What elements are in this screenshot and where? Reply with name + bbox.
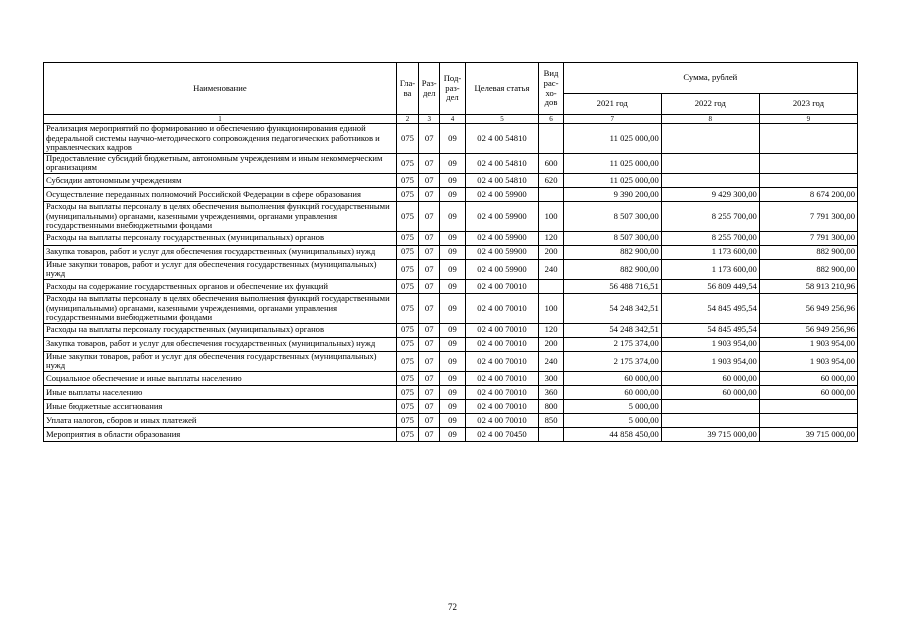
row-sum-2023: 882 900,00 xyxy=(759,245,857,259)
row-name: Закупка товаров, работ и услуг для обеспечения государственных (муниципальных) нужд xyxy=(44,245,397,259)
row-vid xyxy=(539,427,563,441)
row-podrazdel: 09 xyxy=(440,187,465,201)
row-sum-2023: 882 900,00 xyxy=(759,259,857,279)
row-glava: 075 xyxy=(396,187,418,201)
row-target: 02 4 00 70450 xyxy=(465,427,539,441)
row-vid: 240 xyxy=(539,259,563,279)
column-number: 5 xyxy=(465,115,539,124)
row-sum-2021: 2 175 374,00 xyxy=(563,337,661,351)
row-sum-2021: 56 488 716,51 xyxy=(563,279,661,293)
row-target: 02 4 00 59900 xyxy=(465,259,539,279)
row-name: Расходы на выплаты персоналу в целях обеспечения выполнения функций государственными (муниципальными) органами, казенными учреждениями, органами управления государственными внебюджетными фондами xyxy=(44,201,397,231)
row-sum-2021: 11 025 000,00 xyxy=(563,173,661,187)
row-name: Расходы на содержание государственных органов и обеспечение их функций xyxy=(44,279,397,293)
row-razdel: 07 xyxy=(419,279,440,293)
row-sum-2023 xyxy=(759,399,857,413)
row-glava: 075 xyxy=(396,245,418,259)
table-row xyxy=(44,231,858,245)
row-sum-2022 xyxy=(661,399,759,413)
row-glava: 075 xyxy=(396,337,418,351)
row-sum-2022: 54 845 495,54 xyxy=(661,293,759,323)
row-vid: 120 xyxy=(539,231,563,245)
table-row xyxy=(44,337,858,351)
header-name: Наименование xyxy=(44,63,397,115)
row-razdel: 07 xyxy=(419,173,440,187)
row-target: 02 4 00 59900 xyxy=(465,201,539,231)
row-podrazdel: 09 xyxy=(440,399,465,413)
row-sum-2021: 44 858 450,00 xyxy=(563,427,661,441)
column-number: 1 xyxy=(44,115,397,124)
row-podrazdel: 09 xyxy=(440,413,465,427)
row-sum-2023: 58 913 210,96 xyxy=(759,279,857,293)
row-sum-2021: 60 000,00 xyxy=(563,371,661,385)
row-name: Иные закупки товаров, работ и услуг для обеспечения государственных (муниципальных) нужд xyxy=(44,259,397,279)
row-razdel: 07 xyxy=(419,427,440,441)
row-vid: 360 xyxy=(539,385,563,399)
row-vid xyxy=(539,187,563,201)
row-vid: 300 xyxy=(539,371,563,385)
row-glava: 075 xyxy=(396,371,418,385)
row-sum-2021: 882 900,00 xyxy=(563,259,661,279)
row-glava: 075 xyxy=(396,231,418,245)
row-razdel: 07 xyxy=(419,399,440,413)
row-name: Расходы на выплаты персоналу в целях обеспечения выполнения функций государственными (муниципальными) органами, казенными учреждениями, органами управления государственными внебюджетными фондами xyxy=(44,293,397,323)
table-header xyxy=(44,63,858,124)
row-sum-2021: 8 507 300,00 xyxy=(563,201,661,231)
row-name: Иные бюджетные ассигнования xyxy=(44,399,397,413)
row-razdel: 07 xyxy=(419,385,440,399)
row-glava: 075 xyxy=(396,259,418,279)
page-number: 72 xyxy=(448,602,457,612)
row-name: Субсидии автономным учреждениям xyxy=(44,173,397,187)
row-razdel: 07 xyxy=(419,293,440,323)
row-razdel: 07 xyxy=(419,259,440,279)
row-sum-2022: 8 255 700,00 xyxy=(661,201,759,231)
table-row xyxy=(44,201,858,231)
row-razdel: 07 xyxy=(419,231,440,245)
row-vid: 200 xyxy=(539,337,563,351)
row-target: 02 4 00 70010 xyxy=(465,279,539,293)
table-row xyxy=(44,173,858,187)
row-sum-2021: 9 390 200,00 xyxy=(563,187,661,201)
row-sum-2022: 60 000,00 xyxy=(661,385,759,399)
row-razdel: 07 xyxy=(419,187,440,201)
row-podrazdel: 09 xyxy=(440,279,465,293)
row-podrazdel: 09 xyxy=(440,371,465,385)
row-name: Иные закупки товаров, работ и услуг для обеспечения государственных (муниципальных) нужд xyxy=(44,351,397,371)
row-sum-2022: 1 173 600,00 xyxy=(661,259,759,279)
column-number: 6 xyxy=(539,115,563,124)
row-glava: 075 xyxy=(396,201,418,231)
table-row xyxy=(44,427,858,441)
column-number: 8 xyxy=(661,115,759,124)
row-name: Расходы на выплаты персоналу государственных (муниципальных) органов xyxy=(44,323,397,337)
header-podrazdel: Под-раз-дел xyxy=(440,63,465,115)
row-sum-2021: 54 248 342,51 xyxy=(563,293,661,323)
row-razdel: 07 xyxy=(419,201,440,231)
table-row xyxy=(44,245,858,259)
row-glava: 075 xyxy=(396,399,418,413)
row-sum-2022: 56 809 449,54 xyxy=(661,279,759,293)
row-sum-2021: 5 000,00 xyxy=(563,413,661,427)
row-sum-2021: 882 900,00 xyxy=(563,245,661,259)
row-sum-2023: 1 903 954,00 xyxy=(759,351,857,371)
row-glava: 075 xyxy=(396,385,418,399)
header-razdel: Раз-дел xyxy=(419,63,440,115)
row-target: 02 4 00 70010 xyxy=(465,293,539,323)
row-target: 02 4 00 70010 xyxy=(465,337,539,351)
row-glava: 075 xyxy=(396,293,418,323)
row-podrazdel: 09 xyxy=(440,173,465,187)
row-sum-2023 xyxy=(759,153,857,173)
row-target: 02 4 00 59900 xyxy=(465,245,539,259)
row-sum-2022: 9 429 300,00 xyxy=(661,187,759,201)
row-sum-2021: 60 000,00 xyxy=(563,385,661,399)
row-vid: 600 xyxy=(539,153,563,173)
row-sum-2022 xyxy=(661,173,759,187)
row-target: 02 4 00 70010 xyxy=(465,413,539,427)
row-sum-2023: 60 000,00 xyxy=(759,385,857,399)
row-vid xyxy=(539,124,563,154)
row-target: 02 4 00 54810 xyxy=(465,124,539,154)
row-target: 02 4 00 70010 xyxy=(465,385,539,399)
row-podrazdel: 09 xyxy=(440,259,465,279)
table-row xyxy=(44,187,858,201)
row-sum-2023: 1 903 954,00 xyxy=(759,337,857,351)
row-name: Социальное обеспечение и иные выплаты населению xyxy=(44,371,397,385)
column-number: 2 xyxy=(396,115,418,124)
row-glava: 075 xyxy=(396,279,418,293)
row-target: 02 4 00 59900 xyxy=(465,187,539,201)
row-sum-2022: 1 903 954,00 xyxy=(661,351,759,371)
row-vid: 240 xyxy=(539,351,563,371)
row-sum-2022: 60 000,00 xyxy=(661,371,759,385)
row-target: 02 4 00 70010 xyxy=(465,371,539,385)
budget-table xyxy=(43,62,858,442)
row-sum-2022: 1 903 954,00 xyxy=(661,337,759,351)
header-year-2023: 2023 год xyxy=(759,94,857,115)
row-sum-2022 xyxy=(661,153,759,173)
table-row xyxy=(44,413,858,427)
row-vid: 120 xyxy=(539,323,563,337)
row-sum-2021: 11 025 000,00 xyxy=(563,124,661,154)
header-year-2021: 2021 год xyxy=(563,94,661,115)
row-podrazdel: 09 xyxy=(440,124,465,154)
column-number: 4 xyxy=(440,115,465,124)
table-row xyxy=(44,351,858,371)
table-row xyxy=(44,323,858,337)
row-name: Мероприятия в области образования xyxy=(44,427,397,441)
row-sum-2023: 8 674 200,00 xyxy=(759,187,857,201)
row-razdel: 07 xyxy=(419,323,440,337)
row-sum-2023: 7 791 300,00 xyxy=(759,201,857,231)
row-name: Уплата налогов, сборов и иных платежей xyxy=(44,413,397,427)
row-target: 02 4 00 70010 xyxy=(465,399,539,413)
row-razdel: 07 xyxy=(419,413,440,427)
row-name: Закупка товаров, работ и услуг для обеспечения государственных (муниципальных) нужд xyxy=(44,337,397,351)
row-sum-2022: 54 845 495,54 xyxy=(661,323,759,337)
row-sum-2023: 56 949 256,96 xyxy=(759,323,857,337)
table-row xyxy=(44,259,858,279)
header-sum: Сумма, рублей xyxy=(563,63,857,94)
row-vid: 800 xyxy=(539,399,563,413)
row-name: Осуществление переданных полномочий Российской Федерации в сфере образования xyxy=(44,187,397,201)
table-row xyxy=(44,399,858,413)
row-sum-2021: 5 000,00 xyxy=(563,399,661,413)
row-podrazdel: 09 xyxy=(440,231,465,245)
row-glava: 075 xyxy=(396,153,418,173)
row-name: Расходы на выплаты персоналу государственных (муниципальных) органов xyxy=(44,231,397,245)
table-body xyxy=(44,124,858,442)
table-row xyxy=(44,124,858,154)
row-target: 02 4 00 54810 xyxy=(465,153,539,173)
row-sum-2022 xyxy=(661,124,759,154)
table-row xyxy=(44,153,858,173)
budget-table-container xyxy=(43,62,858,442)
table-row xyxy=(44,279,858,293)
header-year-2022: 2022 год xyxy=(661,94,759,115)
row-glava: 075 xyxy=(396,323,418,337)
row-glava: 075 xyxy=(396,173,418,187)
row-vid: 100 xyxy=(539,293,563,323)
row-vid: 850 xyxy=(539,413,563,427)
row-podrazdel: 09 xyxy=(440,385,465,399)
table-row xyxy=(44,385,858,399)
row-target: 02 4 00 54810 xyxy=(465,173,539,187)
row-sum-2021: 8 507 300,00 xyxy=(563,231,661,245)
row-podrazdel: 09 xyxy=(440,351,465,371)
row-sum-2021: 2 175 374,00 xyxy=(563,351,661,371)
row-sum-2022 xyxy=(661,413,759,427)
row-sum-2023: 56 949 256,96 xyxy=(759,293,857,323)
row-target: 02 4 00 59900 xyxy=(465,231,539,245)
row-razdel: 07 xyxy=(419,351,440,371)
column-number: 7 xyxy=(563,115,661,124)
row-razdel: 07 xyxy=(419,371,440,385)
row-sum-2023: 39 715 000,00 xyxy=(759,427,857,441)
row-vid: 620 xyxy=(539,173,563,187)
row-podrazdel: 09 xyxy=(440,245,465,259)
row-vid: 200 xyxy=(539,245,563,259)
column-number: 9 xyxy=(759,115,857,124)
row-vid xyxy=(539,279,563,293)
header-glava: Гла-ва xyxy=(396,63,418,115)
row-name: Реализация мероприятий по формированию и обеспечению функционирования единой федеральной системы научно-методического сопровождения педагогических работников и управленческих кадров xyxy=(44,124,397,154)
header-target: Целевая статья xyxy=(465,63,539,115)
row-sum-2022: 8 255 700,00 xyxy=(661,231,759,245)
row-target: 02 4 00 70010 xyxy=(465,351,539,371)
row-glava: 075 xyxy=(396,427,418,441)
row-sum-2021: 11 025 000,00 xyxy=(563,153,661,173)
row-razdel: 07 xyxy=(419,124,440,154)
row-podrazdel: 09 xyxy=(440,337,465,351)
row-glava: 075 xyxy=(396,351,418,371)
row-sum-2023 xyxy=(759,173,857,187)
row-podrazdel: 09 xyxy=(440,293,465,323)
table-row xyxy=(44,371,858,385)
row-podrazdel: 09 xyxy=(440,427,465,441)
row-sum-2023: 60 000,00 xyxy=(759,371,857,385)
row-sum-2023 xyxy=(759,413,857,427)
row-podrazdel: 09 xyxy=(440,153,465,173)
header-vid: Вид рас-хо-дов xyxy=(539,63,563,115)
row-podrazdel: 09 xyxy=(440,201,465,231)
row-name: Иные выплаты населению xyxy=(44,385,397,399)
row-target: 02 4 00 70010 xyxy=(465,323,539,337)
row-razdel: 07 xyxy=(419,245,440,259)
row-name: Предоставление субсидий бюджетным, автономным учреждениям и иным некоммерческим организациям xyxy=(44,153,397,173)
row-razdel: 07 xyxy=(419,153,440,173)
row-vid: 100 xyxy=(539,201,563,231)
row-sum-2023: 7 791 300,00 xyxy=(759,231,857,245)
table-row xyxy=(44,293,858,323)
row-sum-2022: 39 715 000,00 xyxy=(661,427,759,441)
column-number: 3 xyxy=(419,115,440,124)
row-sum-2023 xyxy=(759,124,857,154)
row-razdel: 07 xyxy=(419,337,440,351)
row-sum-2021: 54 248 342,51 xyxy=(563,323,661,337)
row-sum-2022: 1 173 600,00 xyxy=(661,245,759,259)
row-glava: 075 xyxy=(396,124,418,154)
row-podrazdel: 09 xyxy=(440,323,465,337)
row-glava: 075 xyxy=(396,413,418,427)
